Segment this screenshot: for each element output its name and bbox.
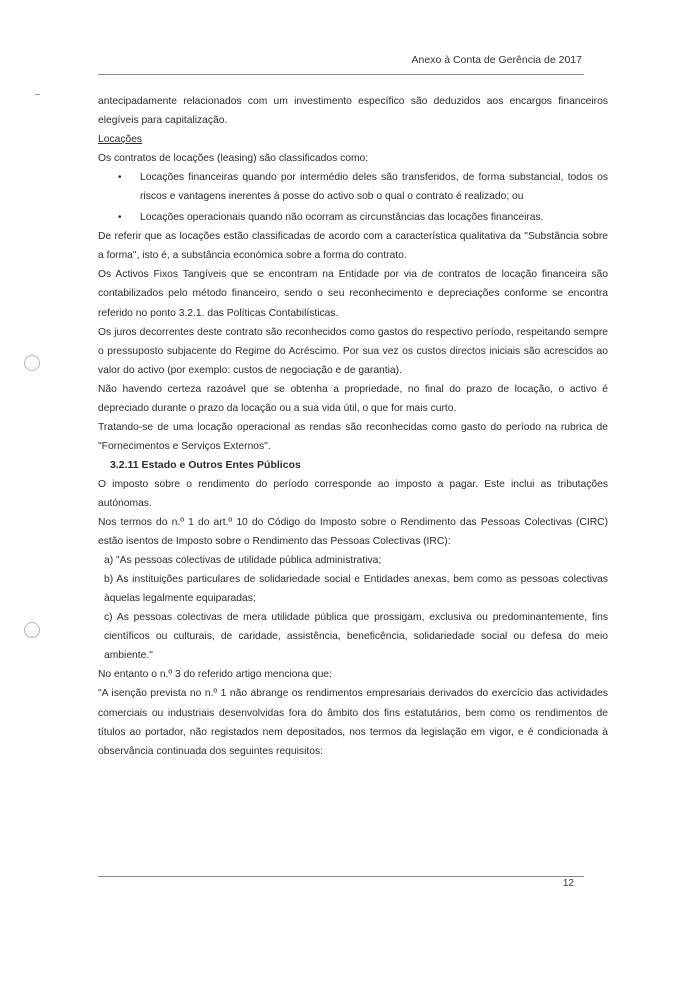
leasing-types-list xyxy=(98,168,608,227)
item-c: c) As pessoas colectivas de mera utilidade pública que prossigam, exclusiva ou predominantemente, fins científicos ou culturais, de caridade, assistência, beneficência, solidariedade social ou defesa do meio ambiente." xyxy=(104,612,608,662)
list-item-text: Locações operacionais quando não ocorram as circunstâncias das locações financeiras. xyxy=(140,212,544,224)
paragraph-interest: Os juros decorrentes deste contrato são reconhecidos como gastos do respectivo período, respeitando sempre o pressuposto subjacente do Regime do Acréscimo. Por sua vez os custos directos iniciais são acrescidos ao valor do activo (por exemplo: custos de negociação e de garantia). xyxy=(98,326,608,376)
paragraph-substance: De referir que as locações estão classificadas de acordo com a característica qualitativa da "Substância sobre a forma", isto é, a substância económica sobre a forma do contrato. xyxy=(98,231,608,262)
punch-hole-upper xyxy=(24,355,40,371)
bullet-icon: • xyxy=(118,172,122,184)
list-item xyxy=(98,168,608,206)
page-body xyxy=(98,92,608,761)
paragraph-fixed-assets: Os Activos Fixos Tangíveis que se encontram na Entidade por via de contratos de locação financeira são contabilizados pelo método financeiro, sendo o seu reconhecimento e depreciações conforme se encontra referido no ponto 3.2.1. das Políticas Contabilísticas. xyxy=(98,269,608,319)
paragraph-exemption: "A isenção prevista no n.º 1 não abrange os rendimentos empresariais derivados do exercício das actividades comerciais ou industriais desenvolvidas fora do âmbito dos fins estatutários, bem como os rendimentos de títulos ao portador, não registados nem depositados, nos termos da legislação em vigor, e é condicionada à observância continuada dos seguintes requisitos: xyxy=(98,688,608,757)
page-header: Anexo à Conta de Gerência de 2017 xyxy=(411,54,582,66)
paragraph-leasing-intro: Os contratos de locações (leasing) são classificados como: xyxy=(98,153,369,165)
heading-locacoes: Locações xyxy=(98,134,143,146)
paragraph-operational-lease: Tratando-se de uma locação operacional as rendas são reconhecidas como gasto do período na rubrica de "Fornecimentos e Serviços Externos". xyxy=(98,421,608,452)
header-rule xyxy=(98,74,584,75)
list-item-text: Locações financeiras quando por intermédio deles são transferidos, de forma substancial, todos os riscos e vantagens inerentes à posse do activo sob o qual o contrato é realizado; ou xyxy=(140,172,608,203)
item-a: a) "As pessoas colectivas de utilidade pública administrativa; xyxy=(104,555,382,567)
item-b: b) As instituições particulares de solidariedade social e Entidades anexas, bem como as pessoas colectivas àquelas legalmente equiparadas; xyxy=(104,574,608,605)
paragraph-circ: Nos termos do n.º 1 do art.º 10 do Código do Imposto sobre o Rendimento das Pessoas Colectivas (CIRC) estão isentos de Imposto sobre o Rendimento das Pessoas Colectivas (IRC): xyxy=(98,517,608,548)
page-number: 12 xyxy=(562,878,574,889)
paragraph-depreciation: Não havendo certeza razoável que se obtenha a propriedade, no final do prazo de locação, o activo é depreciado durante o prazo da locação ou a sua vida útil, o que for mais curto. xyxy=(98,383,608,414)
section-title: 3.2.11 Estado e Outros Entes Públicos xyxy=(110,458,301,471)
bullet-icon: • xyxy=(118,212,122,224)
footer-rule xyxy=(98,876,584,877)
paragraph-income-tax: O imposto sobre o rendimento do período corresponde ao imposto a pagar. Este inclui as tributações autónomas. xyxy=(98,478,608,509)
paragraph-capitalization: antecipadamente relacionados com um investimento específico são deduzidos aos encargos financeiros elegíveis para capitalização. xyxy=(98,96,608,127)
paragraph-however: No entanto o n.º 3 do referido artigo menciona que: xyxy=(98,669,332,681)
punch-hole-lower xyxy=(24,622,40,638)
scan-mark xyxy=(35,94,40,95)
list-item xyxy=(98,208,608,227)
